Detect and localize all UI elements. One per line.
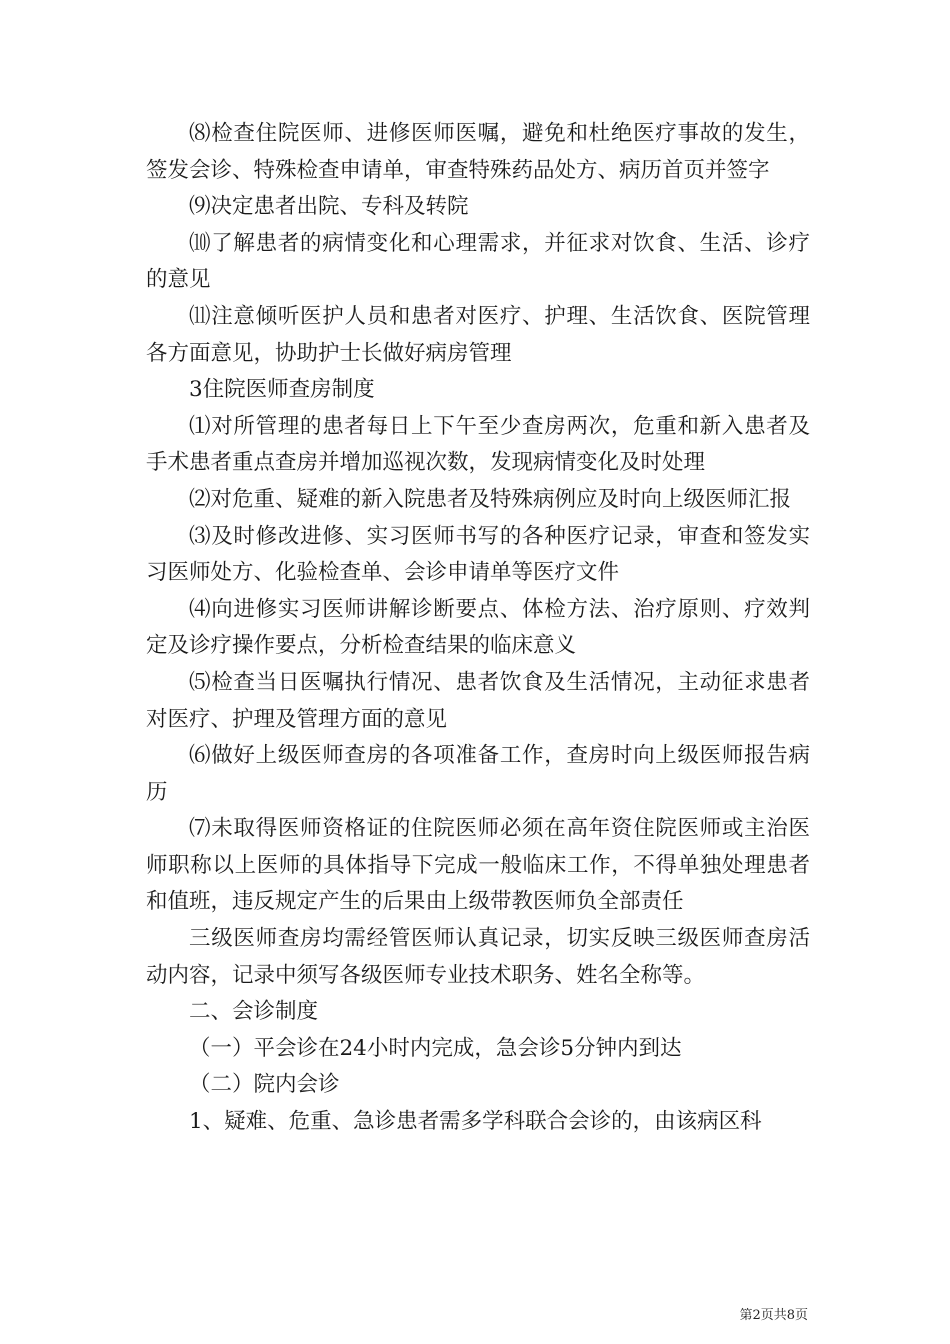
document-body — [146, 116, 810, 1141]
page-number-footer: 第2页共8页 — [739, 1308, 808, 1323]
paragraph-item-11: ⑾注意倾听医护人员和患者对医疗、护理、生活饮食、医院管理各方面意见，协助护士长做好病房管理 — [146, 303, 810, 366]
paragraph-rounds-4: ⑷向进修实习医师讲解诊断要点、体检方法、治疗原则、疗效判定及诊疗操作要点，分析检查结果的临床意义 — [146, 596, 810, 659]
paragraph-rounds-7: ⑺未取得医师资格证的住院医师必须在高年资住院医师或主治医师职称以上医师的具体指导下完成一般临床工作，不得单独处理患者和值班，违反规定产生的后果由上级带教医师负全部责任 — [146, 816, 810, 915]
paragraph-rounds-6: ⑹做好上级医师查房的各项准备工作，查房时向上级医师报告病历 — [146, 743, 810, 805]
paragraph-rounds-summary: 三级医师查房均需经管医师认真记录，切实反映三级医师查房活动内容，记录中须写各级医师专业技术职务、姓名全称等。 — [146, 926, 810, 988]
paragraph-rounds-2: ⑵对危重、疑难的新入院患者及特殊病例应及时向上级医师汇报 — [189, 486, 792, 512]
section-heading-resident-rounds: 3住院医师查房制度 — [189, 377, 375, 403]
paragraph-rounds-5: ⑸检查当日医嘱执行情况、患者饮食及生活情况，主动征求患者对医疗、护理及管理方面的意见 — [146, 669, 810, 732]
paragraph-item-8: ⑻检查住院医师、进修医师医嘱，避免和杜绝医疗事故的发生，签发会诊、特殊检查申请单，审查特殊药品处方、病历首页并签字 — [146, 121, 810, 183]
paragraph-consultation-1: 1、疑难、危重、急诊患者需多学科联合会诊的，由该病区科 — [189, 1109, 762, 1135]
section-heading-consultation: 二、会诊制度 — [189, 999, 319, 1025]
paragraph-rounds-3: ⑶及时修改进修、实习医师书写的各种医疗记录，审查和签发实习医师处方、化验检查单、会诊申请单等医疗文件 — [146, 523, 810, 586]
paragraph-item-9: ⑼决定患者出院、专科及转院 — [189, 194, 469, 220]
subheading-internal-consultation: （二）院内会诊 — [189, 1072, 340, 1098]
paragraph-rounds-1: ⑴对所管理的患者每日上下午至少查房两次，危重和新入患者及手术患者重点查房并增加巡视次数，发现病情变化及时处理 — [146, 413, 810, 476]
paragraph-item-10: ⑽了解患者的病情变化和心理需求，并征求对饮食、生活、诊疗的意见 — [146, 230, 810, 293]
subheading-general-consultation: （一）平会诊在24小时内完成，急会诊5分钟内到达 — [189, 1035, 682, 1061]
